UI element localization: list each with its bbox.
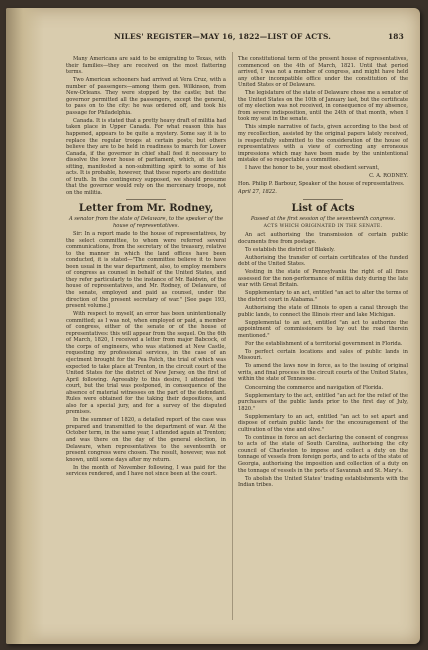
act-item: Supplemental to an act, entitled "an act to authorize the appointment of commissioners to lay out the road therein mentioned."	[238, 319, 408, 339]
article-title-rodney: Letter from Mr. Rodney,	[78, 203, 214, 215]
act-item: Supplementary to the act, entitled "an act for the relief of the purchasers of the public lands prior to the first day of July, 1820."	[238, 392, 408, 412]
page-number: 183	[387, 32, 404, 41]
article-subtitle-rodney: A senator from the state of Delaware, to the speaker of the house of representatives.	[68, 216, 224, 230]
letter-closing: I have the honor to be, your most obedient servant,	[245, 165, 380, 172]
page-header	[84, 32, 410, 46]
section-rule	[303, 199, 343, 200]
paragraph-texas: Many Americans are said to be emigrating to Texas, with their families—they are received on the most flattering terms.	[66, 56, 226, 76]
act-item: Authorising the state of Illinois to open a canal through the public lands, to connect the Illinois river and lake Michigan.	[238, 305, 408, 318]
letter-paragraph: Sir: In a report made to the house of representatives, by the select committee, to whom were referred several communications, from the secretary of the treasury, relative to the manner in which the land offices have been conducted, it is stated—"The committee believe it to have been usual in the war department, also, to employ members of congress as counsel in behalf of the United States, and they refer particularly to the instance of Mr. Baldwin, of the house of representatives, and Mr. Rodney, of Delaware, of the senate, employed and paid as counsel, under the direction of the present secretary of war." [See page 193, present volume.]	[66, 231, 226, 310]
act-item: An act authorising the transmission of certain public documents free from postage.	[238, 232, 408, 245]
act-item: Authorising the transfer of certain certificates of the funded debt of the United States.	[238, 254, 408, 268]
section-rule	[126, 199, 166, 200]
act-item: For the establishment of a territorial government in Florida.	[245, 340, 403, 347]
act-item: Supplementary to an act, entitled "an act to alter the terms of the district court in Alabama."	[238, 290, 408, 303]
letter-date: April 27, 1822.	[238, 189, 277, 196]
right-column	[238, 56, 408, 622]
addressee: Hon. Philip P. Barbour, Speaker of the house of representatives.	[238, 181, 405, 188]
act-item: Vesting in the state of Pennsylvania the right of all fines assessed for the non-performance of militia duty during the late war with Great Britain.	[238, 269, 408, 289]
left-column	[66, 56, 226, 622]
list-of-acts-subtitle: Passed at the first session of the seventeenth congress.	[250, 215, 396, 222]
page-spine-shadow	[6, 8, 44, 644]
paragraph-canada: Canada. It is stated that a pretty heavy draft of militia had taken place in Upper Canada. For what reason this has happened, appears to be quite a mystery. Some say it is to replace the regular troops at certain posts; but others believe they are to be held in readiness to march for Lower Canada, if the governor in chief shall feel it necessary to dissolve the lower house of parliament, which, at its last sitting, manifested a non-submitting spirit to some of his acts. It is probable, however, that these reports are destitute of truth. In the contingency supposed, we should presume that the governor would rely on the mercenary troops, not on the militia.	[66, 117, 226, 196]
letter-continuation: This simple narrative of facts, given according to the best of my recollection, assisted by the original papers lately received, is respectfully submitted to the consideration of the house of representatives with a view of correcting any erroneous impressions which may have been made by the unintentional mistake of so respectable a committee.	[238, 124, 408, 164]
letter-paragraph: With respect to myself, an error has been unintentionally committed; as I was not, when employed or paid, a member of congress, either of the senate or of the house of representatives: this will appear from the sequel. On the 6th of March, 1820, I received a letter from major Babcock, of the corps of engineers, who was stationed at New Castle, requesting my professional services, in the case of an ejectment brought for the Pea Patch, the trial of which was expected to take place at Trenton, in the circuit court of the United States for the district of New Jersey, on the first of April following. Agreeably to this desire, I attended the court, but the trial was postponed, in consequence of the absence of material witnesses on the part of the defendant. Rules were obtained for the taking their depositions, and also for a special jury, and for a survey of the disputed premises.	[66, 311, 226, 416]
act-item: To amend the laws now in force, as to the issuing of original writs, and final process in the circuit courts of the United States, within the state of Tennessee.	[238, 363, 408, 383]
act-item: To establish the district of Blakely.	[245, 246, 335, 253]
act-item: Concerning the commerce and navigation of Florida.	[245, 384, 384, 391]
running-title: NILES' REGISTER—MAY 16, 1822—LIST OF ACTS.	[114, 32, 332, 41]
letter-continuation: The constitutional term of the present house of representatives, commenced on the 4th of March, 1821. Until that period arrived, I was not a member of congress, and might have held any other incompatible office under the constitution of the United States or of Delaware.	[238, 56, 408, 89]
newspaper-page	[6, 8, 420, 644]
act-item: To perfect certain locations and sales of public lands in Missouri.	[238, 348, 408, 362]
senate-acts-heading: ACTS WHICH ORIGINATED IN THE SENATE.	[263, 223, 383, 229]
act-item: To abolish the United States' trading establishments with the Indian tribes.	[238, 475, 408, 489]
letter-paragraph: In the summer of 1820, a detailed report of the case was prepared and transmitted to the department of war. At the October term, in the same year, I attended again at Trenton; and was there on the day of the general election, in Delaware, when representatives to the seventeenth or present congress were chosen. The result, however, was not known, until some days after my return.	[66, 417, 226, 463]
paragraph-vera-cruz: Two American schooners had arrived at Vera Cruz, with a number of passengers—among them gen. Wilkinson, from New-Orleans. They were stopped by the castle; but the governor permitted all the passengers, except the general, to pass on to the city: he was ordered off, and took his passage for Philadelphia.	[66, 77, 226, 116]
letter-continuation: The legislature of the state of Delaware chose me a senator of the United States on the 10th of January last, but the certificate of my election was not received, in consequence of my absence, from severe indisposition, until the 24th of that month, when I took my seat in the senate.	[238, 90, 408, 123]
signature: C. A. RODNEY.	[369, 173, 408, 180]
letter-paragraph: In the month of November following, I was paid for the services rendered, and I have not since been at the court.	[66, 464, 226, 478]
list-of-acts-title: List of Acts	[291, 202, 355, 214]
column-divider	[232, 52, 233, 620]
act-item: To continue in force an act declaring the consent of congress to acts of the state of South Carolina, authorising the city council of Charleston to impose and collect a duty on the tonnage of vessels from foreign ports, and to acts of the state of Georgia, authorising the imposition and collection of a duty on the tonnage of vessels in the ports of Savannah and St. Mary's.	[238, 434, 408, 474]
act-item: Supplementary to an act, entitled "an act to set apart and dispose of certain public lands for the encouragement of the cultivation of the vine and olive."	[238, 413, 408, 433]
